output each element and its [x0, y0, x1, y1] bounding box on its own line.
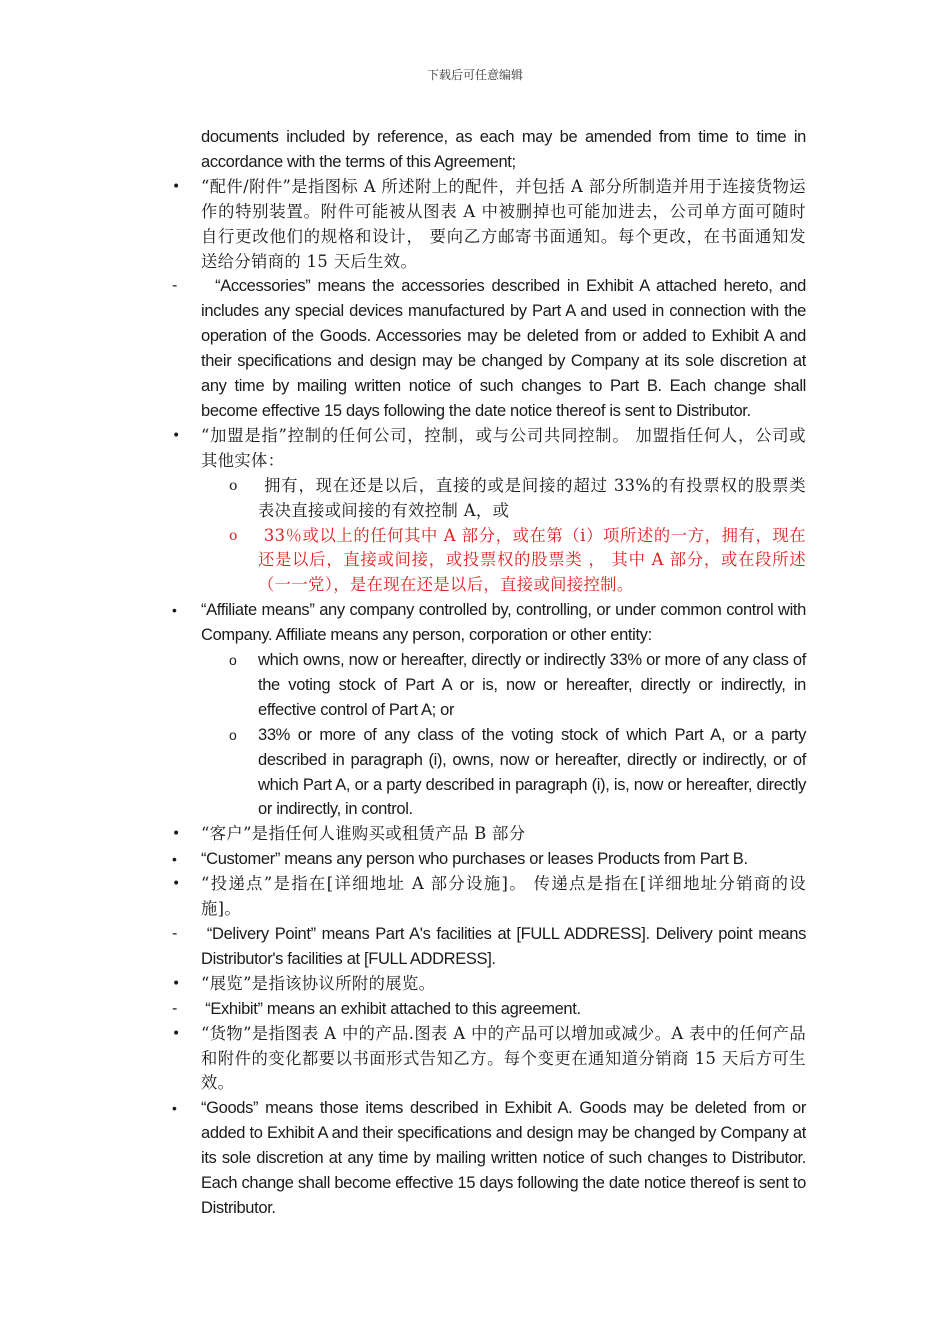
paragraph-text: “客户”是指任何人谁购买或租赁产品 B 部分: [201, 824, 526, 844]
sub-bullet-marker: o: [229, 726, 237, 743]
list-item: [172, 847, 806, 872]
paragraph-text: “配件/附件”是指图标 A 所述附上的配件，并包括 A 部分所制造并用于连接货物运作的特别装置。附件可能被从图表 A 中被删掉也可能加进去，公司单方面可随时自行更改他们的规格和设计， 要向乙方邮寄书面通知。每个更改，在书面通知发送给分销商的 15 天后生效。: [201, 176, 806, 271]
bullet-marker: •: [172, 826, 181, 843]
list-item: [172, 1096, 811, 1221]
sub-bullet-marker: o: [229, 652, 237, 669]
list-item: [172, 274, 811, 423]
paragraph-text: “Customer” means any person who purchases or leases Products from Part B.: [201, 850, 748, 869]
list-item: [172, 598, 811, 648]
bullet-marker: •: [172, 602, 177, 619]
dash-marker: -: [172, 277, 177, 295]
list-item: [172, 1022, 806, 1097]
bullet-marker: •: [172, 1025, 181, 1042]
list-item: [172, 922, 811, 972]
sub-bullet-marker: o: [229, 477, 238, 494]
document-body: [172, 125, 811, 1221]
list-item: [172, 424, 806, 474]
bullet-marker: •: [172, 975, 181, 992]
bullet-marker: •: [172, 851, 177, 868]
bullet-marker: •: [172, 427, 181, 444]
sub-list-item: [229, 474, 806, 524]
sub-list-item: [229, 648, 811, 723]
dash-marker: -: [172, 925, 177, 942]
list-item: [201, 125, 811, 175]
paragraph-text: “加盟是指”控制的任何公司，控制，或与公司共同控制。 加盟指任何人，公司或其他实体：: [201, 425, 806, 470]
sub-list-item: [229, 723, 811, 823]
sub-list-item: [229, 524, 806, 599]
paragraph-text: which owns, now or hereafter, directly or indirectly 33% or more of any class of the voting stock of Part A or is, now or hereafter, directly or indirectly, in effective control of Part A; or: [258, 651, 811, 719]
paragraph-text: documents included by reference, as each may be amended from time to time in accordance with the terms of this Agreement;: [201, 128, 811, 171]
paragraph-text: “展览”是指该协议所附的展览。: [201, 973, 436, 993]
list-item: [172, 822, 806, 847]
paragraph-text: “Goods” means those items described in Exhibit A. Goods may be deleted from or added to Exhibit A and their specifications and design may be changed by Company at its sole discretion at any time by mailing written notice of such changes to Distributor. Each change shall become effective 15 days following the date notice thereof is sent to Distributor.: [201, 1099, 811, 1217]
page-header: 下载后可任意编辑: [426, 68, 523, 82]
dash-marker: -: [172, 999, 177, 1017]
paragraph-text: 33％或以上的任何其中 A 部分，或在第（i）项所述的一方，拥有，现在还是以后，直接或间接，或投票权的股票类 ， 其中 A 部分，或在段所述（一一党），是在现在还是以后，直接或间接控制。: [258, 525, 806, 595]
paragraph-text: “投递点”是指在[详细地址 A 部分设施]。 传递点是指在[详细地址分销商的设施]。: [201, 874, 806, 919]
paragraph-text: 拥有，现在还是以后，直接的或是间接的超过 33%的有投票权的股票类表决直接或间接的有效控制 A，或: [258, 475, 806, 520]
sub-bullet-marker: o: [229, 527, 238, 544]
bullet-marker: •: [172, 1100, 177, 1117]
paragraph-text: “Exhibit” means an exhibit attached to this agreement.: [201, 999, 581, 1018]
paragraph-text: “货物”是指图表 A 中的产品.图表 A 中的产品可以增加或减少。A 表中的任何产品和附件的变化都要以书面形式告知乙方。每个变更在通知道分销商 15 天后方可生效。: [201, 1023, 806, 1093]
bullet-marker: •: [172, 178, 181, 195]
list-item: [172, 872, 806, 922]
list-item: [172, 997, 806, 1022]
paragraph-text: “Accessories” means the accessories described in Exhibit A attached hereto, and includes any special devices manufactured by Part A and used in connection with the operation of the Goods. Accessories may be deleted from or added to Exhibit A and their specifications and design may be changed by Company at its sole discretion at any time by mailing written notice of such changes to Part B. Each change shall become effective 15 days following the date notice thereof is sent to Distributor.: [201, 277, 811, 420]
paragraph-text: “Affiliate means” any company controlled by, controlling, or under common control with Company. Affiliate means any person, corporation or other entity:: [201, 601, 811, 645]
list-item: [172, 175, 806, 275]
paragraph-text: 33% or more of any class of the voting stock of which Part A, or a party described in paragraph (i), owns, now or hereafter, directly or indirectly, or of which Part A, or a party described in paragraph (i), is, now or hereafter, directly or indirectly, in control.: [258, 725, 811, 819]
paragraph-text: “Delivery Point” means Part A's facilities at [FULL ADDRESS]. Delivery point means Distributor's facilities at [FULL ADDRESS].: [201, 925, 811, 968]
bullet-marker: •: [172, 876, 181, 893]
list-item: [172, 972, 806, 997]
